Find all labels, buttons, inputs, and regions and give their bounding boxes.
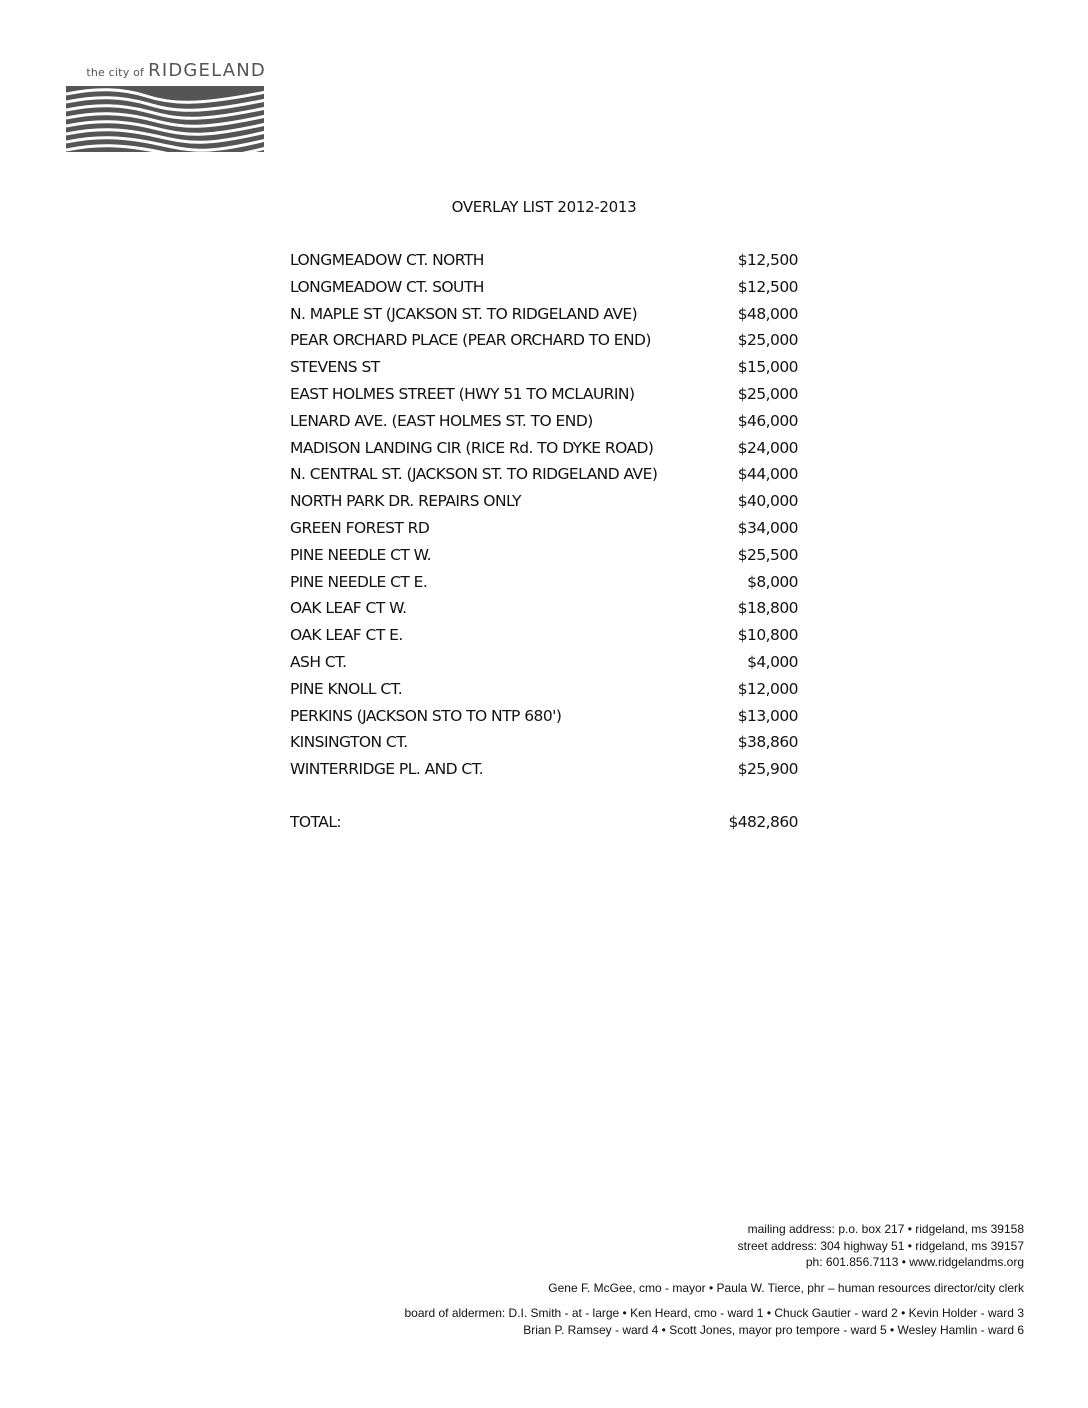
- list-item: [290, 542, 800, 569]
- document-title: OVERLAY LIST 2012-2013: [451, 198, 637, 216]
- street-name: STEVENS ST: [290, 358, 380, 377]
- overlay-amount: $10,800: [737, 626, 798, 645]
- street-name: GREEN FOREST RD: [290, 518, 430, 537]
- logo-wordmark: [66, 60, 266, 84]
- total-row: [290, 809, 800, 835]
- overlay-amount: $40,000: [737, 492, 798, 511]
- list-item: [290, 408, 800, 435]
- overlay-amount: $8,000: [747, 572, 798, 591]
- logo-city-name: RIDGELAND: [148, 60, 266, 81]
- list-item: [290, 703, 800, 730]
- list-item: [290, 649, 800, 676]
- street-name: PINE KNOLL CT.: [290, 679, 403, 698]
- board-of-aldermen-line-1: board of aldermen: D.I. Smith - at - large • Ken Heard, cmo - ward 1 • Chuck Gautier - ward 2 • Kevin Holder - ward 3: [404, 1306, 1024, 1320]
- contact-line: ph: 601.856.7113 • www.ridgelandms.org: [805, 1255, 1024, 1269]
- list-item: [290, 569, 800, 596]
- list-item: [290, 515, 800, 542]
- list-item: [290, 301, 800, 328]
- overlay-amount: $18,800: [737, 599, 798, 618]
- overlay-amount: $25,000: [737, 384, 798, 403]
- logo-prefix: the city of: [86, 66, 145, 79]
- overlay-amount: $12,000: [737, 679, 798, 698]
- street-name: N. CENTRAL ST. (JACKSON ST. TO RIDGELAND AVE): [290, 465, 658, 484]
- overlay-amount: $24,000: [737, 438, 798, 457]
- street-name: OAK LEAF CT E.: [290, 626, 403, 645]
- street-name: PERKINS (JACKSON STO TO NTP 680'): [290, 706, 562, 725]
- overlay-amount: $38,860: [737, 733, 798, 752]
- overlay-amount: $12,500: [737, 251, 798, 269]
- total-amount: $482,860: [728, 813, 798, 831]
- mailing-address: mailing address: p.o. box 217 • ridgeland, ms 39158: [747, 1222, 1024, 1236]
- list-item: [290, 435, 800, 462]
- overlay-amount: $12,500: [737, 277, 798, 296]
- overlay-amount: $15,000: [737, 358, 798, 377]
- street-address: street address: 304 highway 51 • ridgeland, ms 39157: [737, 1238, 1024, 1253]
- list-item: [290, 381, 800, 408]
- board-of-aldermen-line-2: Brian P. Ramsey - ward 4 • Scott Jones, mayor pro tempore - ward 5 • Wesley Hamlin - ward 6: [523, 1322, 1024, 1337]
- list-item: [290, 247, 800, 274]
- street-name: WINTERRIDGE PL. AND CT.: [290, 760, 484, 779]
- street-name: PINE NEEDLE CT E.: [290, 572, 428, 591]
- overlay-amount: $25,900: [737, 760, 798, 779]
- overlay-amount: $13,000: [737, 706, 798, 725]
- street-name: KINSINGTON CT.: [290, 733, 408, 752]
- city-officials: Gene F. McGee, cmo - mayor • Paula W. Tierce, phr – human resources director/city clerk: [548, 1280, 1024, 1295]
- city-logo: [66, 60, 266, 156]
- street-name: LENARD AVE. (EAST HOLMES ST. TO END): [290, 411, 593, 430]
- street-name: EAST HOLMES STREET (HWY 51 TO MCLAURIN): [290, 384, 635, 403]
- street-name: PINE NEEDLE CT W.: [290, 545, 432, 564]
- street-name: PEAR ORCHARD PLACE (PEAR ORCHARD TO END): [290, 331, 651, 350]
- overlay-amount: $25,500: [737, 545, 798, 564]
- overlay-amount: $4,000: [747, 652, 798, 671]
- overlay-amount: $34,000: [737, 518, 798, 537]
- street-name: ASH CT.: [290, 652, 347, 671]
- list-item: [290, 756, 800, 783]
- wave-stripes-logo-icon: [66, 86, 266, 154]
- list-item: [290, 461, 800, 488]
- total-label: TOTAL:: [290, 813, 342, 831]
- list-item: [290, 676, 800, 703]
- street-name: OAK LEAF CT W.: [290, 599, 407, 618]
- street-name: N. MAPLE ST (JCAKSON ST. TO RIDGELAND AVE): [290, 304, 638, 323]
- overlay-amount: $48,000: [737, 304, 798, 323]
- overlay-amount: $25,000: [737, 331, 798, 350]
- letterhead-footer: [264, 1221, 1024, 1338]
- overlay-list: [290, 247, 800, 783]
- overlay-amount: $46,000: [737, 411, 798, 430]
- list-item: [290, 729, 800, 756]
- list-item: [290, 488, 800, 515]
- list-item: [290, 354, 800, 381]
- street-name: LONGMEADOW CT. NORTH: [290, 251, 484, 269]
- street-name: MADISON LANDING CIR (RICE Rd. TO DYKE ROAD): [290, 438, 654, 457]
- street-name: NORTH PARK DR. REPAIRS ONLY: [290, 492, 521, 511]
- street-name: LONGMEADOW CT. SOUTH: [290, 277, 484, 296]
- overlay-amount: $44,000: [737, 465, 798, 484]
- list-item: [290, 327, 800, 354]
- list-item: [290, 274, 800, 301]
- list-item: [290, 622, 800, 649]
- list-item: [290, 595, 800, 622]
